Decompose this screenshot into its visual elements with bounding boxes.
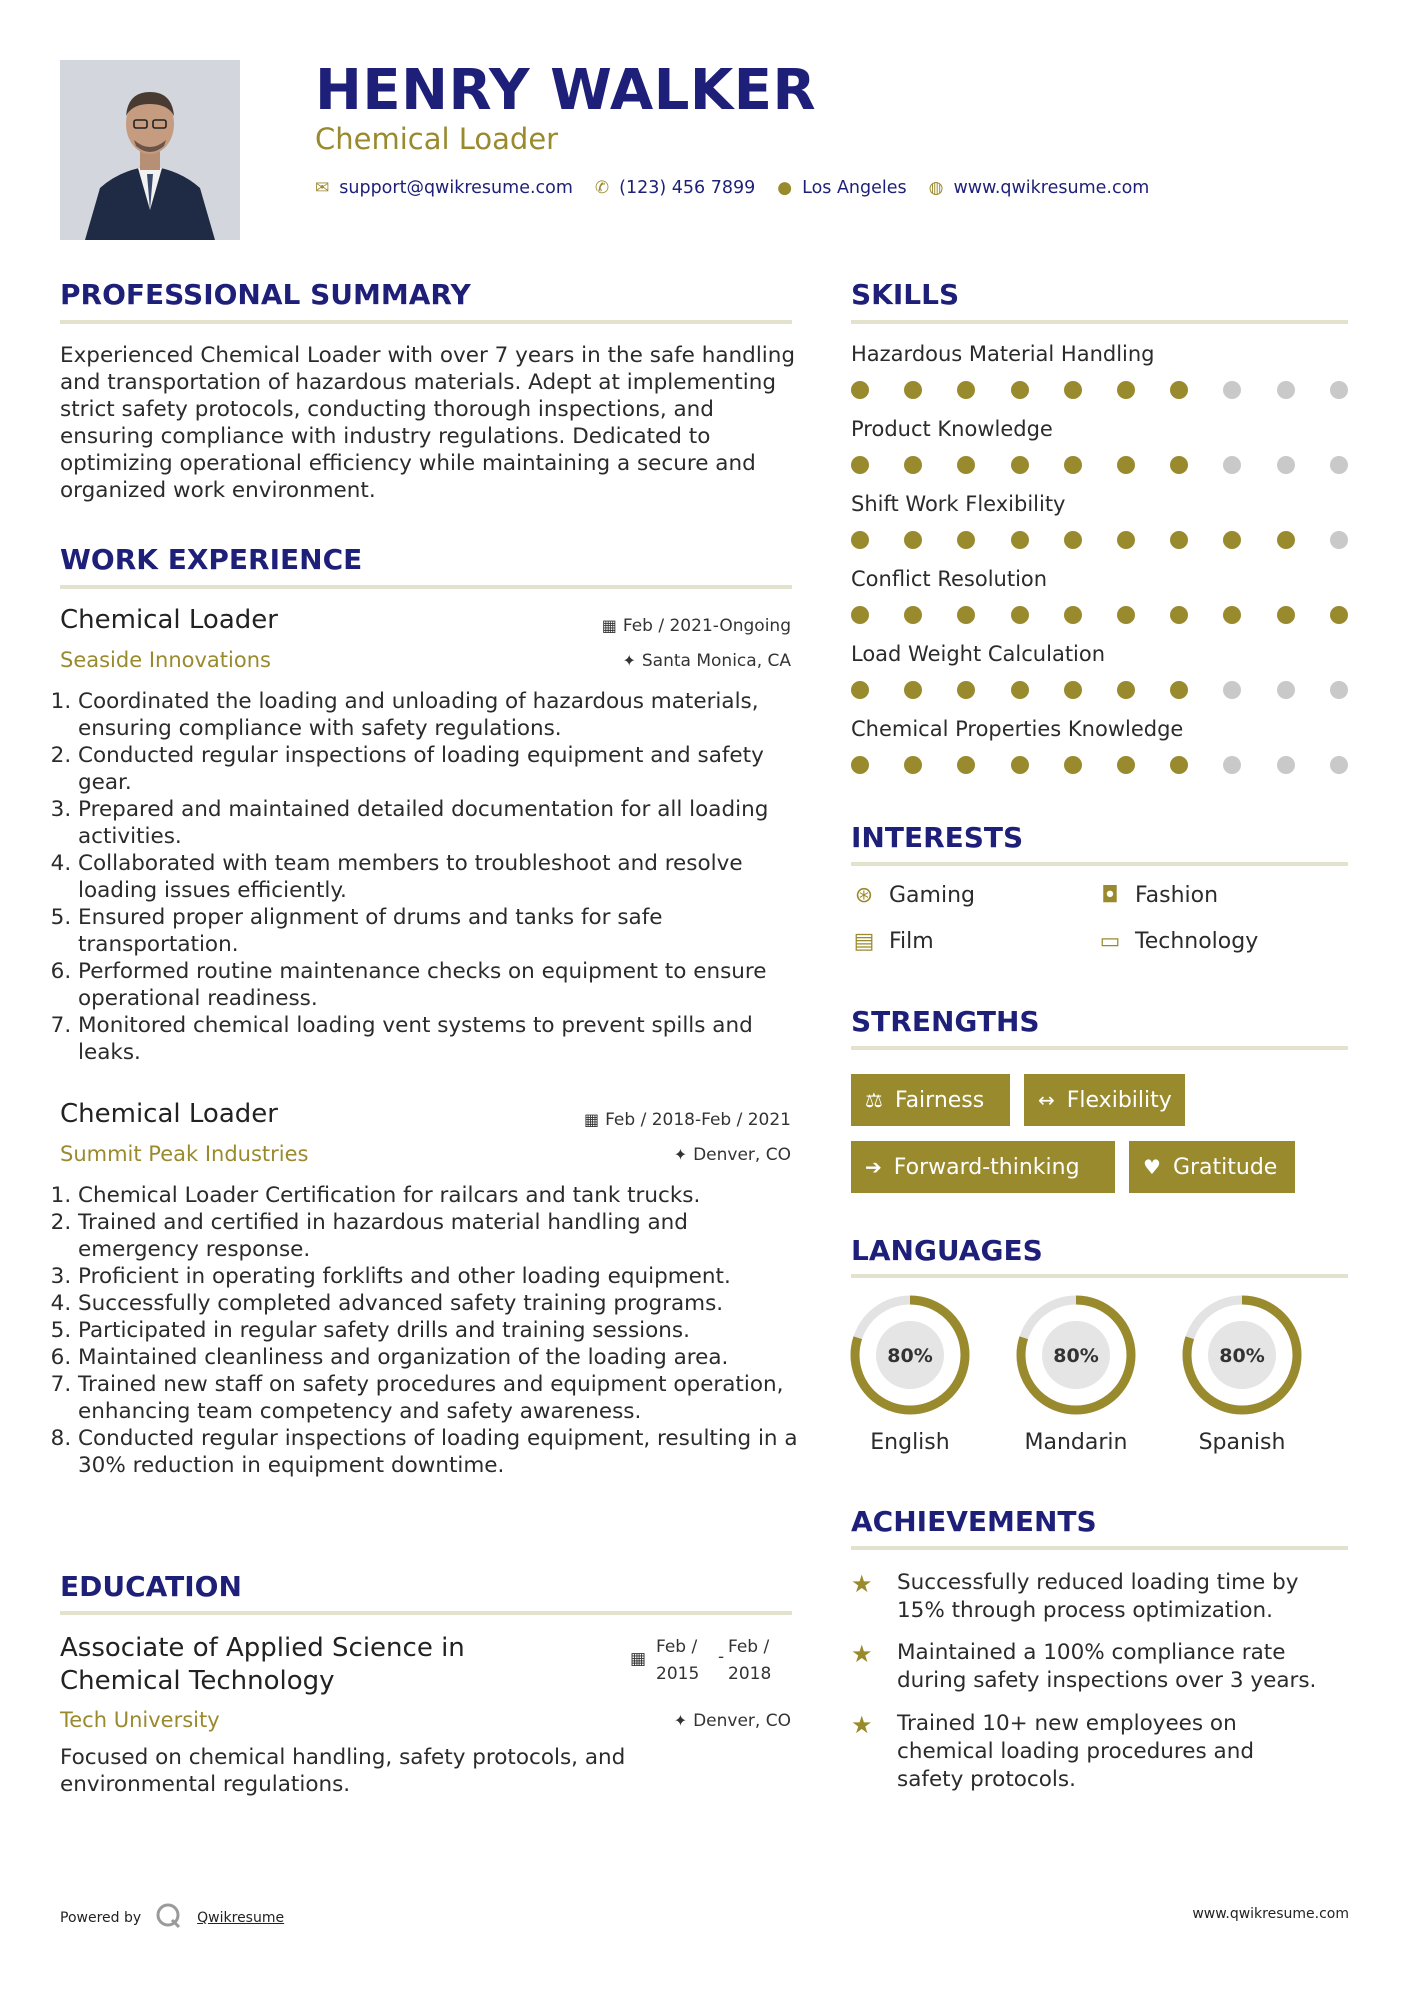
laptop-icon: ▭ [1099,929,1121,954]
experience-heading: WORK EXPERIENCE [60,543,363,576]
achievements-divider [851,1546,1348,1550]
skill-dot-empty [1330,456,1348,474]
job-bullets [60,1182,808,1479]
skill-dot-filled [851,531,869,549]
skill-rating [851,756,1351,776]
edu-date-separator: - [718,1647,725,1667]
website-text: www.qwikresume.com [953,178,1150,198]
skill-dot-filled [1011,456,1029,474]
job-title: Chemical Loader [60,605,278,635]
star-icon: ★ [851,1711,873,1739]
skill-dot-filled [851,681,869,699]
skill-dot-filled [1011,681,1029,699]
achievement-item: Trained 10+ new employees on chemical loading procedures and safety protocols. [897,1711,1254,1792]
arrows-horizontal-icon: ↔ [1038,1088,1055,1112]
skills-divider [851,320,1348,324]
footer-website[interactable]: www.qwikresume.com [1192,1906,1349,1922]
language-ring [1181,1294,1303,1416]
ring-percent-label: 80% [887,1345,933,1367]
list-item: 2. Trained and certified in hazardous material handling and emergency response. [78,1209,808,1263]
skill-dot-filled [904,456,922,474]
skill-dot-filled [1011,756,1029,774]
interest-item [851,929,934,954]
skill-dot-empty [1223,681,1241,699]
edu-start-month: Feb / [656,1637,698,1657]
list-item: 7. Monitored chemical loading vent systems to prevent spills and leaks. [78,1012,808,1066]
interest-label: Technology [1135,929,1259,954]
strengths-heading: STRENGTHS [851,1005,1040,1038]
qwikresume-logo-icon [155,1902,183,1934]
skill-rating [851,681,1351,701]
strength-tag [851,1074,1010,1126]
education-description: Focused on chemical handling, safety protocols, and environmental regulations. [60,1745,626,1797]
skill-dot-filled [957,756,975,774]
achievement-item: Successfully reduced loading time by 15% through process optimization. [897,1570,1299,1623]
list-item: 1. Chemical Loader Certification for railcars and tank trucks. [78,1182,808,1209]
list-item: 5. Ensured proper alignment of drums and tanks for safe transportation. [78,904,808,958]
skill-dot-filled [1277,531,1295,549]
skill-dot-filled [904,681,922,699]
language-ring [849,1294,971,1416]
footer-powered-by [60,1902,284,1934]
skill-dot-filled [957,531,975,549]
strength-label: Flexibility [1066,1087,1172,1113]
job-date [584,1110,791,1130]
skill-dot-empty [1223,756,1241,774]
job-location [674,1145,791,1165]
skill-dot-filled [957,381,975,399]
achievement-item: Maintained a 100% compliance rate during safety inspections over 3 years. [897,1640,1317,1693]
skill-dot-filled [904,756,922,774]
list-item: 8. Conducted regular inspections of loading equipment, resulting in a 30% reduction in equipment downtime. [78,1425,808,1479]
school-name: Tech University [60,1708,220,1732]
ring-percent-label: 80% [1053,1345,1099,1367]
interests-divider [851,862,1348,866]
skill-dot-filled [1011,381,1029,399]
skill-dot-filled [1277,606,1295,624]
arrow-right-icon: ➔ [865,1155,882,1179]
skill-dot-filled [1170,756,1188,774]
interest-item [851,883,975,908]
job-title: Chemical Loader [60,1099,278,1129]
skill-dot-filled [1011,606,1029,624]
contact-email[interactable] [315,178,573,198]
skills-heading: SKILLS [851,278,960,311]
skill-dot-filled [1117,531,1135,549]
skill-dot-filled [851,606,869,624]
skill-name: Conflict Resolution [851,567,1048,591]
job-location [622,651,791,671]
strength-tag [1129,1141,1295,1193]
heart-icon: ♥ [1143,1155,1161,1179]
list-item: 4. Successfully completed advanced safety training programs. [78,1290,808,1317]
summary-text: Experienced Chemical Loader with over 7 years in the safe handling and transportation of hazardous materials. Adept at implementing strict safety protocols, conducting thorough inspections, and ensuring compliance with industry regulations. Dedicated to optimizing operational efficiency while maintaining a secure and organized work environment. [60,343,796,503]
job-date-text: Feb / 2018-Feb / 2021 [605,1110,791,1130]
achievements-heading: ACHIEVEMENTS [851,1505,1097,1538]
strength-tag [1024,1074,1185,1126]
job-bullets [60,688,808,1066]
contact-website[interactable] [929,178,1150,198]
skill-dot-filled [1170,606,1188,624]
skill-dot-filled [1117,381,1135,399]
list-item: 6. Maintained cleanliness and organization of the loading area. [78,1344,808,1371]
skill-rating [851,606,1351,626]
job-date-text: Feb / 2021-Ongoing [622,616,791,636]
phone-text: (123) 456 7899 [619,178,756,198]
strength-label: Fairness [894,1087,985,1113]
film-icon: ▤ [853,929,875,954]
skill-dot-empty [1330,681,1348,699]
skill-dot-filled [851,381,869,399]
skill-name: Shift Work Flexibility [851,492,1066,516]
skill-dot-empty [1330,756,1348,774]
pin-icon: ✦ [673,1145,688,1164]
list-item: 4. Collaborated with team members to troubleshoot and resolve loading issues efficiently. [78,850,808,904]
language-name: English [870,1430,950,1455]
candidate-title: Chemical Loader [315,122,559,156]
skill-dot-empty [1277,681,1295,699]
interest-label: Gaming [889,883,975,908]
skill-dot-filled [957,681,975,699]
skill-dot-empty [1277,456,1295,474]
skill-dot-empty [1277,756,1295,774]
pin-icon: ✦ [673,1711,688,1730]
edu-end-year: 2018 [728,1664,772,1684]
brand-link[interactable]: Qwikresume [197,1910,285,1926]
gamepad-icon: ⊛ [854,883,874,908]
skill-dot-filled [957,456,975,474]
skill-dot-filled [1064,606,1082,624]
skill-dot-empty [1277,381,1295,399]
globe-icon: ◍ [928,178,944,198]
language-name: Mandarin [1024,1430,1128,1455]
skill-dot-filled [904,606,922,624]
skill-dot-filled [1064,756,1082,774]
school-location-text: Denver, CO [693,1711,791,1731]
skill-dot-filled [1064,456,1082,474]
edu-end-month: Feb / [728,1637,770,1657]
skill-name: Product Knowledge [851,417,1053,441]
contact-phone[interactable] [595,178,755,198]
skill-rating [851,531,1351,551]
interest-item [1097,929,1258,954]
email-text: support@qwikresume.com [339,178,573,198]
skill-dot-filled [1117,606,1135,624]
pin-icon: ✦ [622,651,636,670]
summary-heading: PROFESSIONAL SUMMARY [60,278,471,311]
list-item: 1. Coordinated the loading and unloading of hazardous materials, ensuring compliance with safety regulations. [78,688,808,742]
list-item: 3. Prepared and maintained detailed documentation for all loading activities. [78,796,808,850]
interest-label: Film [889,929,934,954]
calendar-icon: ▦ [601,616,617,635]
job-company: Summit Peak Industries [60,1142,309,1166]
skill-dot-filled [1170,681,1188,699]
list-item: 6. Performed routine maintenance checks on equipment to ensure operational readiness. [78,958,808,1012]
summary-divider [60,320,792,324]
skill-dot-empty [1330,381,1348,399]
phone-icon: ✆ [594,178,610,198]
skill-dot-filled [1170,381,1188,399]
skill-dot-filled [851,756,869,774]
strength-label: Forward-thinking [893,1154,1080,1180]
skill-dot-filled [1170,456,1188,474]
balance-scale-icon: ⚖ [865,1088,883,1112]
education-heading: EDUCATION [60,1570,242,1603]
skill-dot-filled [904,381,922,399]
strength-label: Gratitude [1172,1154,1278,1180]
list-item: 5. Participated in regular safety drills and training sessions. [78,1317,808,1344]
edu-start-year: 2015 [656,1664,700,1684]
languages-divider [851,1274,1348,1278]
education-divider [60,1611,792,1615]
location-text: Los Angeles [802,178,907,198]
language-ring [1015,1294,1137,1416]
skill-dot-filled [1223,606,1241,624]
job-location-text: Santa Monica, CA [641,651,791,671]
language-name: Spanish [1198,1430,1286,1455]
job-location-text: Denver, CO [693,1145,791,1165]
profile-photo [60,60,240,240]
interests-heading: INTERESTS [851,821,1024,854]
skill-dot-empty [1330,531,1348,549]
school-location [674,1711,791,1731]
skill-dot-filled [1223,531,1241,549]
experience-divider [60,585,792,589]
powered-by-text: Powered by [60,1910,142,1926]
candidate-name: HENRY WALKER [315,58,817,123]
skill-dot-filled [1117,756,1135,774]
skill-dot-filled [1117,456,1135,474]
strengths-divider [851,1046,1348,1050]
ring-percent-label: 80% [1219,1345,1265,1367]
interest-label: Fashion [1135,883,1219,908]
contact-bar [315,178,1171,198]
skill-dot-filled [957,606,975,624]
star-icon: ★ [851,1570,873,1598]
list-item: 7. Trained new staff on safety procedures and equipment operation, enhancing team competency and safety awareness. [78,1371,808,1425]
skill-dot-filled [1170,531,1188,549]
skill-dot-empty [1223,456,1241,474]
skill-dot-filled [1117,681,1135,699]
list-item: 3. Proficient in operating forklifts and other loading equipment. [78,1263,808,1290]
skill-dot-filled [1064,531,1082,549]
skill-dot-filled [1064,681,1082,699]
skill-rating [851,456,1351,476]
list-item: 2. Conducted regular inspections of loading equipment and safety gear. [78,742,808,796]
degree-title: Associate of Applied Science in Chemical Technology [60,1633,465,1696]
skill-dot-filled [1064,381,1082,399]
skill-name: Chemical Properties Knowledge [851,717,1184,741]
skill-name: Load Weight Calculation [851,642,1106,666]
calendar-icon: ▦ [583,1110,600,1129]
skill-dot-filled [851,456,869,474]
envelope-icon: ✉ [315,178,330,198]
map-marker-icon: ● [777,178,793,198]
skill-dot-filled [1330,606,1348,624]
calendar-icon: ▦ [630,1649,647,1669]
contact-location [777,178,906,198]
shopping-bag-icon: ◘ [1101,883,1119,908]
languages-heading: LANGUAGES [851,1234,1043,1267]
strength-tag [851,1141,1115,1193]
skill-dot-filled [904,531,922,549]
skill-dot-filled [1011,531,1029,549]
job-company: Seaside Innovations [60,648,271,672]
skill-name: Hazardous Material Handling [851,342,1155,366]
star-icon: ★ [851,1640,873,1668]
skill-dot-empty [1223,381,1241,399]
interest-item [1097,883,1218,908]
skill-rating [851,381,1351,401]
job-date [602,616,791,636]
